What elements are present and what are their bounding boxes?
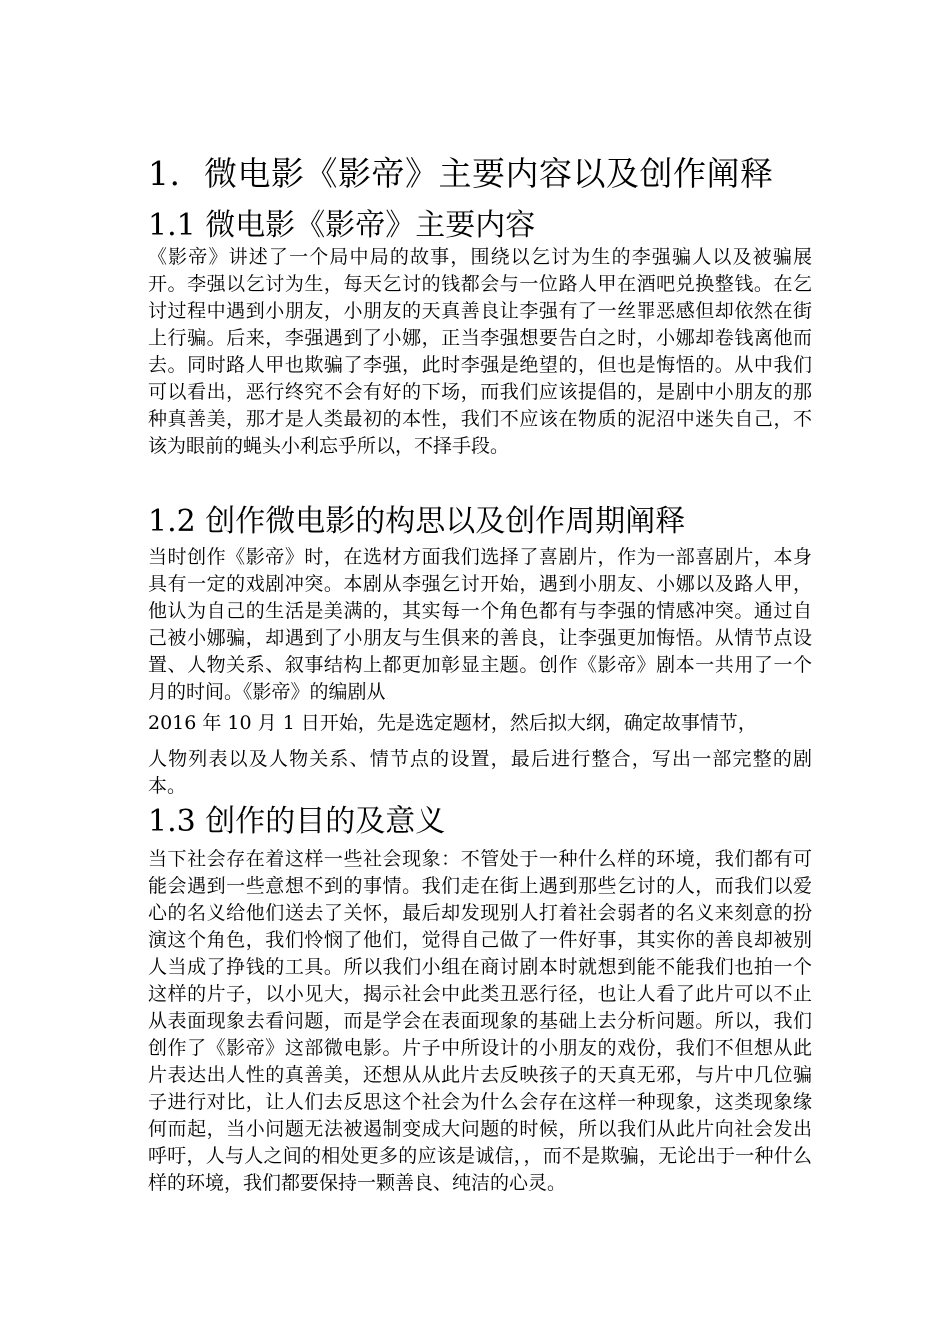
section-1-2-paragraph-continued: 人物列表以及人物关系、情节点的设置，最后进行整合，写出一部完整的剧本。 <box>148 748 812 797</box>
section-1-1-paragraph: 《影帝》讲述了一个局中局的故事，围绕以乞讨为生的李强骗人以及被骗展开。李强以乞讨为生，每天乞讨的钱都会与一位路人甲在酒吧兑换整钱。在乞讨过程中遇到小朋友，小朋友的天真善良让李强有了一丝罪恶感但却依然在街上行骗。后来，李强遇到了小娜，正当李强想要告白之时，小娜却卷钱离他而去。同时路人甲也欺骗了李强，此时李强是绝望的，但也是悔悟的。从中我们可以看出，恶行终究不会有好的下场，而我们应该提倡的，是剧中小朋友的那种真善美，那才是人类最初的本性，我们不应该在物质的泥沼中迷失自己，不该为眼前的蝇头小利忘乎所以，不择手段。 <box>148 246 812 457</box>
section-1-2-heading: 1.2 创作微电影的构思以及创作周期阐释 <box>148 504 686 539</box>
section-1-2-paragraph: 当时创作《影帝》时，在选材方面我们选择了喜剧片，作为一部喜剧片，本身具有一定的戏剧冲突。本剧从李强乞讨开始，遇到小朋友、小娜以及路人甲，他认为自己的生活是美满的，其实每一个角色都有与李强的情感冲突。通过自己被小娜骗，却遇到了小朋友与生俱来的善良，让李强更加悔悟。从情节点设置、人物关系、叙事结构上都更加彰显主题。创作《影帝》剧本一共用了一个月的时间。《影帝》的编剧从 <box>148 546 812 703</box>
chapter-number: 1. <box>148 154 181 193</box>
section-1-3-heading: 1.3 创作的目的及意义 <box>148 804 446 839</box>
chapter-heading <box>148 152 774 196</box>
section-1-3-paragraph: 当下社会存在着这样一些社会现象：不管处于一种什么样的环境，我们都有可能会遇到一些意想不到的事情。我们走在街上遇到那些乞讨的人，而我们以爱心的名义给他们送去了关怀，最后却发现别人打着社会弱者的名义来刻意的扮演这个角色，我们怜悯了他们，觉得自己做了一件好事，其实你的善良却被别人当成了挣钱的工具。所以我们小组在商讨剧本时就想到能不能我们也拍一个这样的片子，以小见大，揭示社会中此类丑恶行径，也让人看了此片可以不止从表面现象去看问题，而是学会在表面现象的基础上去分析问题。所以，我们创作了《影帝》这部微电影。片子中所设计的小朋友的戏份，我们不但想从此片表达出人性的真善美，还想从从此片去反映孩子的天真无邪，与片中几位骗子进行对比，让人们去反思这个社会为什么会存在这样一种现象，这类现象缘何而起，当小问题无法被遏制变成大问题的时候，所以我们从此片向社会发出呼吁，人与人之间的相处更多的应该是诚信，，而不是欺骗，无论出于一种什么样的环境，我们都要保持一颗善良、纯洁的心灵。 <box>148 848 812 1194</box>
section-1-2-paragraph-line-2: 2016 年 10 月 1 日开始，先是选定题材，然后拟大纲，确定故事情节， <box>148 712 757 734</box>
chapter-title: 微电影《影帝》主要内容以及创作阐释 <box>204 154 774 193</box>
section-1-1-heading: 1.1 微电影《影帝》主要内容 <box>148 208 536 243</box>
